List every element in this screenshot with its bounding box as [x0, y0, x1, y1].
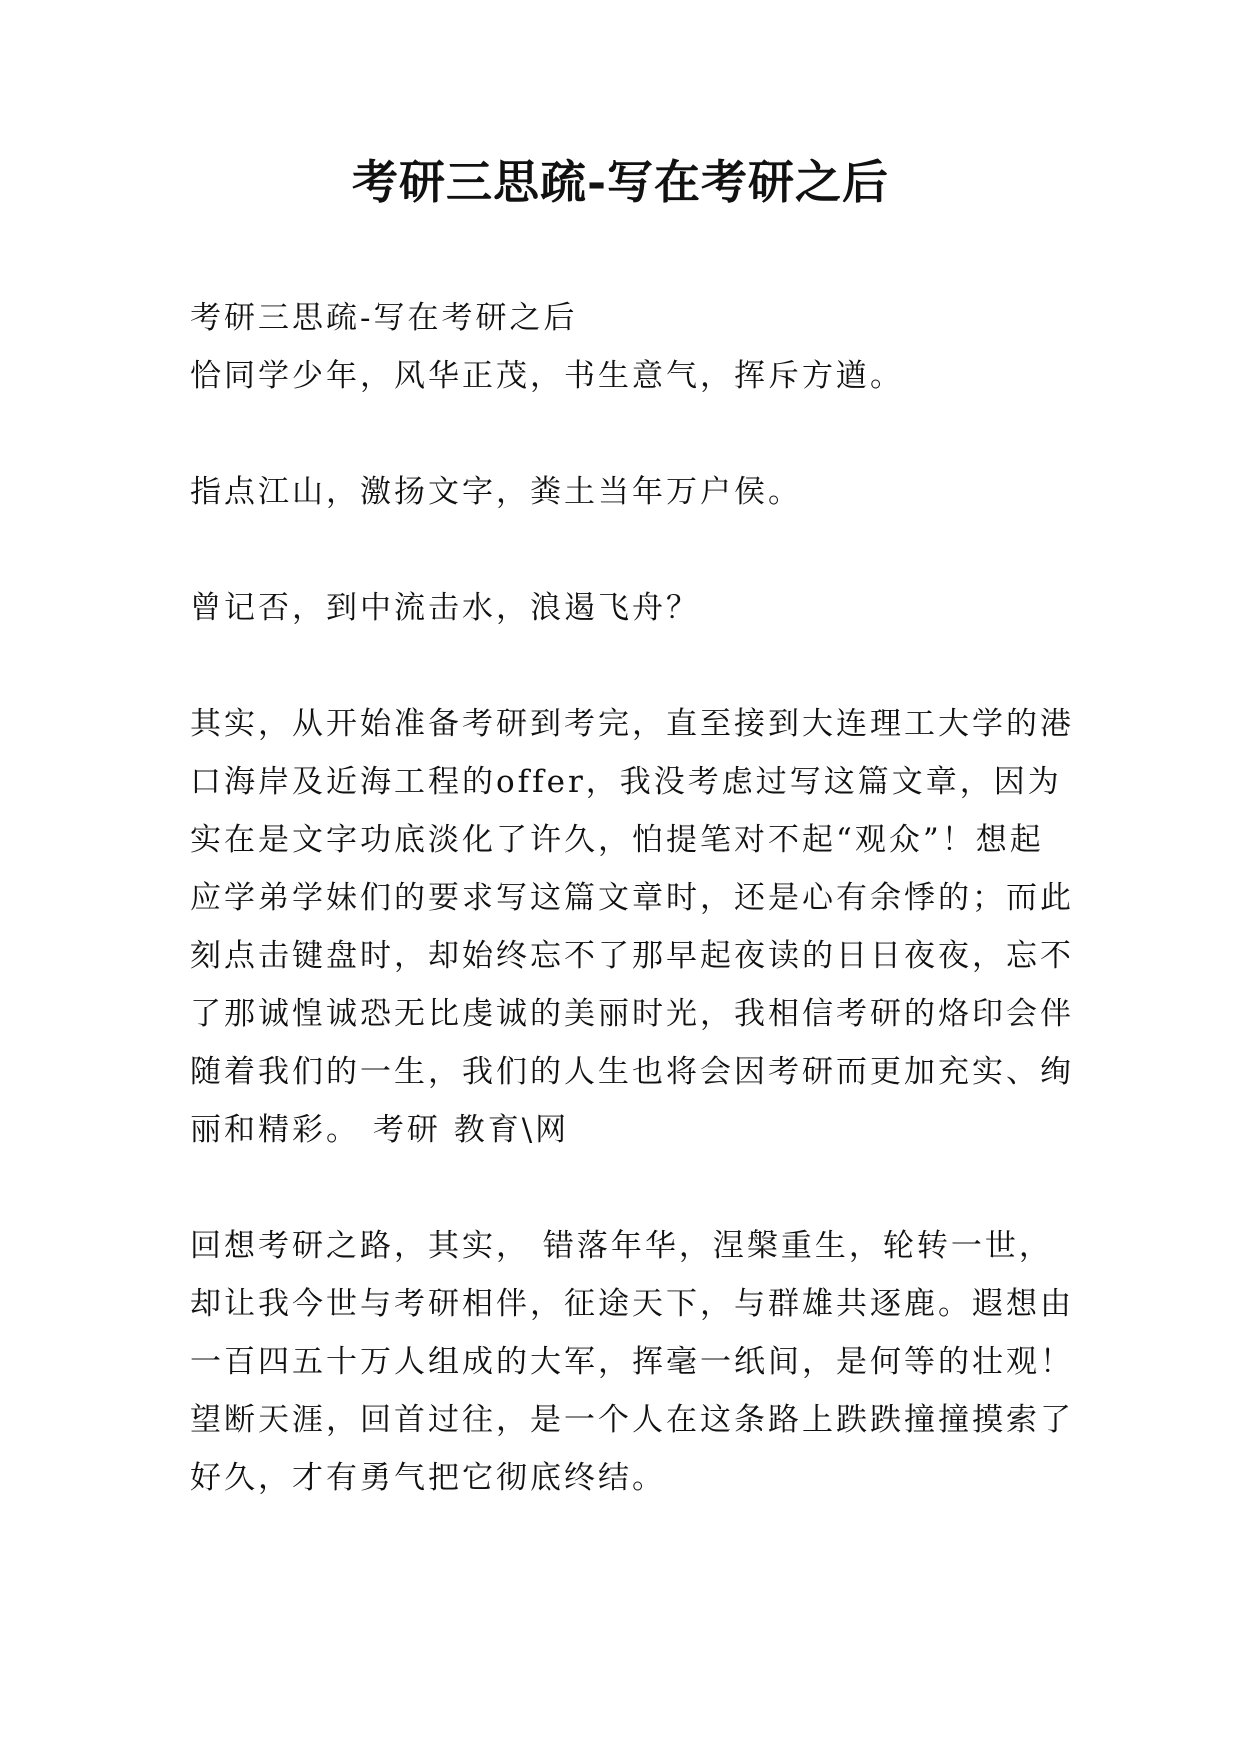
verse-line-3	[190, 579, 1060, 637]
paragraph-line: 一百四五十万人组成的大军，挥毫一纸间，是何等的壮观！	[190, 1344, 1074, 1380]
verse-text: 曾记否，到中流击水，浪遏飞舟？	[190, 590, 700, 626]
document-body	[190, 289, 1074, 1507]
paragraph-line: 却让我今世与考研相伴，征途天下，与群雄共逐鹿。遐想由	[190, 1286, 1074, 1322]
paragraph-line: 口海岸及近海工程的offer，我没考虑过写这篇文章，因为	[190, 764, 1062, 800]
paragraph-line: 望断天涯，回首过往，是一个人在这条路上跌跌撞撞摸索了	[190, 1402, 1074, 1438]
paragraph-line: 其实，从开始准备考研到考完，直至接到大连理工大学的港	[190, 706, 1074, 742]
verse-text: 恰同学少年，风华正茂，书生意气，挥斥方遒。	[190, 358, 904, 394]
document-title: 考研三思疏-写在考研之后	[351, 155, 890, 209]
verse-line-2	[190, 463, 1060, 521]
document-subtitle	[190, 289, 1060, 347]
paragraph-line: 刻点击键盘时，却始终忘不了那早起夜读的日日夜夜，忘不	[190, 938, 1074, 974]
verse-line-1	[190, 347, 1060, 405]
subtitle-line: 考研三思疏-写在考研之后	[190, 300, 578, 336]
paragraph-line: 好久，才有勇气把它彻底终结。	[190, 1460, 666, 1496]
paragraph-line: 实在是文字功底淡化了许久，怕提笔对不起“观众”！想起	[190, 822, 1044, 858]
paragraph-line: 了那诚惶诚恐无比虔诚的美丽时光，我相信考研的烙印会伴	[190, 996, 1074, 1032]
paragraph-line: 随着我们的一生，我们的人生也将会因考研而更加充实、绚	[190, 1054, 1074, 1090]
paragraph-line: 回想考研之路，其实， 错落年华，涅槃重生，轮转一世，	[190, 1228, 1053, 1264]
paragraph-line: 丽和精彩。 考研 教育\网	[190, 1112, 570, 1148]
paragraph-2	[190, 1217, 1074, 1507]
paragraph-line: 应学弟学妹们的要求写这篇文章时，还是心有余悸的；而此	[190, 880, 1074, 916]
paragraph-1	[190, 695, 1074, 1159]
verse-text: 指点江山，激扬文字，粪土当年万户侯。	[190, 474, 802, 510]
